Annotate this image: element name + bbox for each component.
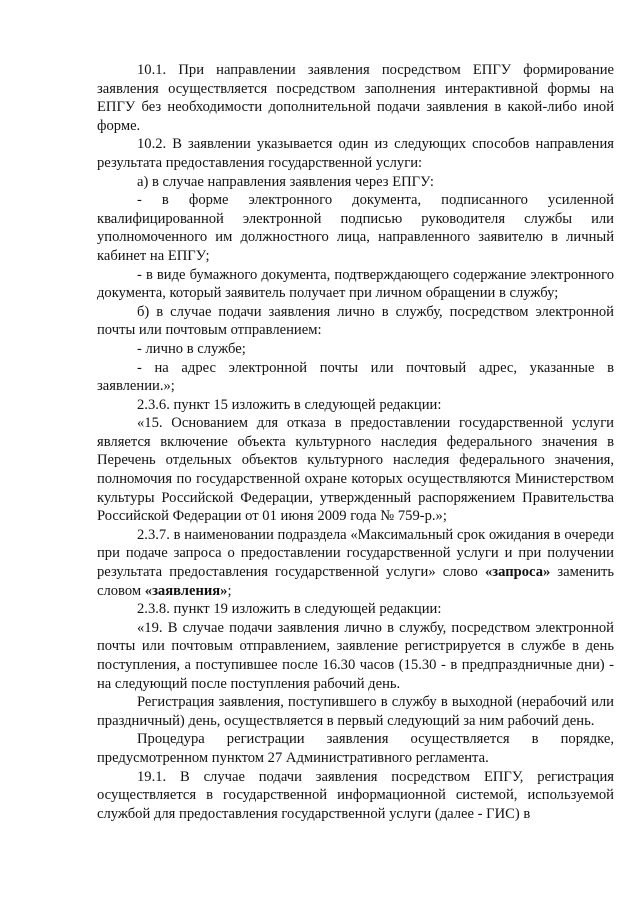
paragraph-19-1 xyxy=(97,768,614,824)
paragraph-text: заменить словом xyxy=(97,564,614,599)
paragraph-text: «19. В случае подачи заявления лично в службу, посредством электронной почты или почтовым отправлением, заявление регистрируется в службе в день поступления, а поступившее после 16.30 часов (15.30 - в предпраздничные дни) - на следующий после поступления рабочий день. xyxy=(97,619,614,692)
paragraph-10-1 xyxy=(97,61,614,135)
paragraph-15 xyxy=(97,414,614,526)
paragraph-text: б) в случае подачи заявления лично в службу, посредством электронной почты или почтовым отправлением: xyxy=(97,303,614,339)
paragraph-text: - лично в службе; xyxy=(137,340,246,357)
paragraph-text: 2.3.8. пункт 19 изложить в следующей редакции: xyxy=(137,601,442,618)
paragraph-text: 2.3.7. в наименовании подраздела «Максимальный срок ожидания в очереди при подаче запроса о предоставлении государственной услуги и при получении результата предоставления государственной услуги» слово xyxy=(97,526,614,581)
paragraph-text: Регистрация заявления, поступившего в службу в выходной (нерабочий или праздничный) день, осуществляется в первый следующий за ним рабочий день. xyxy=(97,694,614,729)
paragraph-text: - в виде бумажного документа, подтверждающего содержание электронного документа, который заявитель получает при личном обращении в службу; xyxy=(97,266,614,302)
paragraph-text: Процедура регистрации заявления осуществляется в порядке, предусмотренном пунктом 27 Административного регламента. xyxy=(97,731,614,766)
paragraph-10-2 xyxy=(97,135,614,172)
paragraph-2-3-8 xyxy=(97,600,614,619)
paragraph-text: 19.1. В случае подачи заявления посредством ЕПГУ, регистрация осуществляется в государственной информационной системой, используемой службой для предоставления государственной услуги (далее - ГИС) в xyxy=(97,768,614,822)
paragraph-text: ; xyxy=(227,582,232,599)
paragraph-2-3-6 xyxy=(97,396,614,415)
paragraph-text: 10.2. В заявлении указывается один из следующих способов направления результата предоставления государственной услуги: xyxy=(97,136,614,171)
paragraph-registration xyxy=(97,693,614,730)
paragraph-text: - на адрес электронной почты или почтовый адрес, указанные в заявлении.»; xyxy=(97,359,614,395)
paragraph-procedure xyxy=(97,730,614,767)
paragraph-2-3-7 xyxy=(97,526,614,600)
paragraph-text: а) в случае направления заявления через ЕПГУ: xyxy=(137,173,434,190)
paragraph-text: «15. Основанием для отказа в предоставлении государственной услуги является включение объекта культурного наследия федерального значения в Перечень отдельных объектов культурного наследия федерального значения, полномочия по государственной охране которых осуществляются Министерством культуры Российской Федерации, утвержденный распоряжением Правительства Российской Федерации от 01 июня 2009 года № 759-р.»; xyxy=(97,415,614,525)
paragraph-dash-personally xyxy=(97,340,614,359)
paragraph-b xyxy=(97,303,614,340)
paragraph-text: - в форме электронного документа, подписанного усиленной квалифицированной электронной подписью руководителя службы или уполномоченного им должностного лица, направленного заявителю в личный кабинет на ЕПГУ; xyxy=(97,192,614,264)
bold-term-request: «запроса» xyxy=(484,564,551,581)
paragraph-dash-paper xyxy=(97,266,614,303)
bold-term-application: «заявления» xyxy=(144,582,228,599)
paragraph-dash-address xyxy=(97,359,614,396)
paragraph-text: 10.1. При направлении заявления посредством ЕПГУ формирование заявления осуществляется посредством заполнения интерактивной формы на ЕПГУ без необходимости дополнительной подачи заявления в какой-либо иной форме. xyxy=(97,62,614,134)
paragraph-a xyxy=(97,173,614,192)
paragraph-dash-electronic xyxy=(97,191,614,265)
paragraph-19 xyxy=(97,619,614,693)
paragraph-text: 2.3.6. пункт 15 изложить в следующей редакции: xyxy=(137,396,442,413)
